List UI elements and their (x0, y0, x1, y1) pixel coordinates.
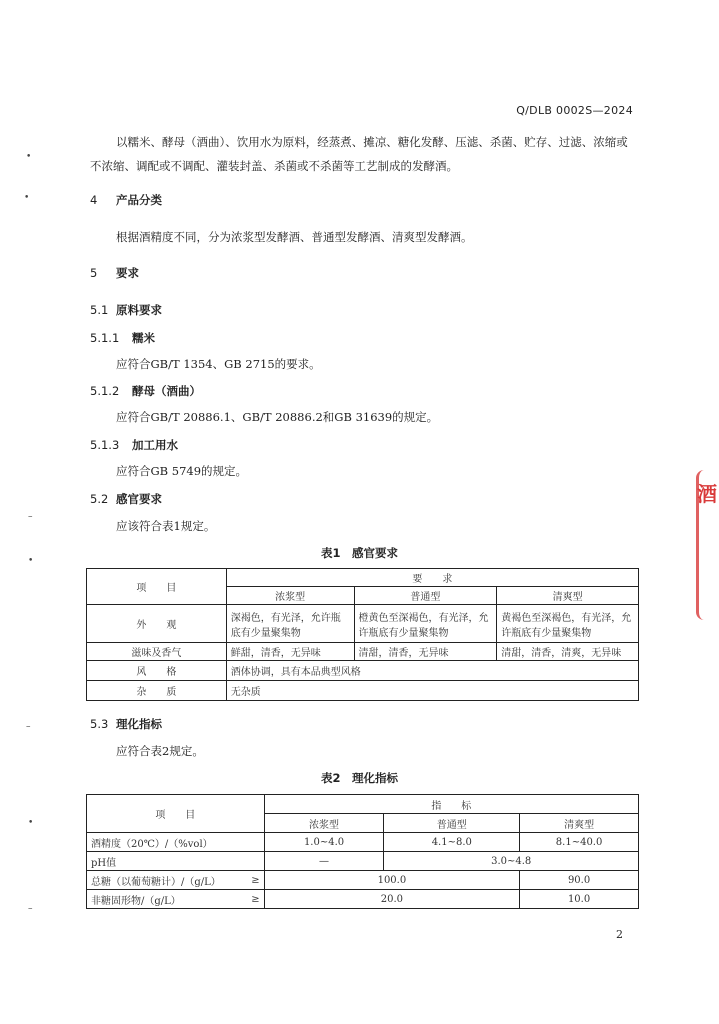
section-5-1-1-heading (90, 330, 155, 346)
section-5-1-3-heading (90, 437, 178, 453)
row-label: 非糖固形物/（g/L） (87, 890, 245, 909)
section-title: 原料要求 (116, 303, 162, 317)
row-label: 酒精度（20℃）/（%vol） (87, 833, 265, 852)
table-header-requirements: 要 求 (226, 569, 638, 587)
scan-mark: – (28, 512, 33, 522)
table-row (87, 605, 639, 643)
section-5-2-body: 应该符合表1规定。 (116, 519, 216, 533)
section-number: 4 (90, 193, 98, 207)
table-cell: 4.1~8.0 (384, 833, 520, 852)
section-number: 5.1 (90, 303, 109, 317)
section-number: 5.1.1 (90, 331, 120, 345)
table-row (87, 661, 639, 681)
section-4-body: 根据酒精度不同，分为浓浆型发酵酒、普通型发酵酒、清爽型发酵酒。 (116, 230, 473, 244)
table-header-type: 浓浆型 (226, 587, 354, 605)
section-5-1-2-body: 应符合GB/T 20886.1、GB/T 20886.2和GB 31639的规定。 (116, 410, 439, 424)
section-number: 5.1.3 (90, 438, 120, 452)
seal-stamp-fragment: 酒 (697, 482, 717, 506)
table-cell: — (264, 852, 384, 871)
document-code: Q/DLB 0002S—2024 (516, 104, 633, 117)
table-header-type: 清爽型 (497, 587, 639, 605)
table-header-type: 普通型 (384, 814, 520, 833)
table-header-item: 项 目 (87, 795, 265, 833)
table-cell: 清甜，清香，清爽，无异味 (497, 643, 639, 661)
table-cell: 黄褐色至深褐色，有光泽，允许瓶底有少量聚集物 (497, 605, 639, 643)
scan-mark: • (28, 556, 34, 566)
table-2 (86, 794, 639, 909)
table-1-caption: 表1 感官要求 (320, 546, 398, 560)
row-label: 外 观 (87, 605, 227, 643)
table-header-indicators: 指 标 (264, 795, 638, 814)
row-label: 风 格 (87, 661, 227, 681)
section-number: 5.2 (90, 492, 109, 506)
scan-mark: • (28, 818, 34, 828)
page-number: 2 (616, 928, 623, 941)
table-row (87, 852, 639, 871)
table-cell: 清甜，清香，无异味 (354, 643, 497, 661)
table-cell: 无杂质 (226, 681, 638, 701)
table-row (87, 871, 639, 890)
table-cell: 酒体协调，具有本品典型风格 (226, 661, 638, 681)
table-cell: 3.0~4.8 (384, 852, 639, 871)
table-row (87, 681, 639, 701)
table-cell: 深褐色，有光泽，允许瓶底有少量聚集物 (226, 605, 354, 643)
section-4-heading (90, 192, 162, 208)
section-5-1-3-body: 应符合GB 5749的规定。 (116, 464, 248, 478)
section-5-1-1-body: 应符合GB/T 1354、GB 2715的要求。 (116, 357, 321, 371)
section-5-1-heading (90, 302, 162, 318)
table-row (87, 833, 639, 852)
table-cell: 10.0 (520, 890, 639, 909)
section-number: 5.1.2 (90, 384, 120, 398)
table-row (87, 890, 639, 909)
section-5-3-heading (90, 716, 162, 732)
section-title: 酵母（酒曲） (132, 384, 201, 398)
table-2-caption: 表2 理化指标 (320, 771, 398, 785)
table-header-item: 项 目 (87, 569, 227, 605)
row-symbol: ≥ (244, 890, 264, 909)
scan-mark: – (26, 722, 31, 732)
section-5-heading (90, 265, 139, 281)
intro-paragraph: 以糯米、酵母（酒曲）、饮用水为原料，经蒸煮、摊凉、糖化发酵、压滤、杀菌、贮存、过滤、浓缩或不浓缩、调配或不调配、灌装封盖、杀菌或不杀菌等工艺制成的发酵酒。 (90, 135, 628, 173)
section-5-1-2-heading (90, 383, 201, 399)
row-label: 滋味及香气 (87, 643, 227, 661)
section-number: 5.3 (90, 717, 109, 731)
section-title: 感官要求 (116, 492, 162, 506)
table-row (87, 643, 639, 661)
table-cell: 鲜甜，清香，无异味 (226, 643, 354, 661)
table-cell: 100.0 (264, 871, 520, 890)
table-header-type: 清爽型 (520, 814, 639, 833)
row-label: pH值 (87, 852, 265, 871)
table-cell: 橙黄色至深褐色，有光泽，允许瓶底有少量聚集物 (354, 605, 497, 643)
section-title: 加工用水 (132, 438, 178, 452)
section-title: 糯米 (132, 331, 155, 345)
table-cell: 90.0 (520, 871, 639, 890)
section-title: 产品分类 (116, 193, 162, 207)
section-title: 要求 (116, 266, 139, 280)
section-number: 5 (90, 266, 98, 280)
section-5-3-body: 应符合表2规定。 (116, 744, 204, 758)
section-5-2-heading (90, 491, 162, 507)
row-label: 杂 质 (87, 681, 227, 701)
table-cell: 1.0~4.0 (264, 833, 384, 852)
scan-mark: – (28, 904, 33, 914)
table-header-type: 浓浆型 (264, 814, 384, 833)
section-title: 理化指标 (116, 717, 162, 731)
table-1 (86, 568, 639, 701)
scan-mark: • (24, 193, 30, 203)
table-cell: 8.1~40.0 (520, 833, 639, 852)
scan-mark: • (26, 152, 32, 162)
table-header-type: 普通型 (354, 587, 497, 605)
row-symbol: ≥ (244, 871, 264, 890)
table-cell: 20.0 (264, 890, 520, 909)
row-label: 总糖（以葡萄糖计）/（g/L） (87, 871, 245, 890)
